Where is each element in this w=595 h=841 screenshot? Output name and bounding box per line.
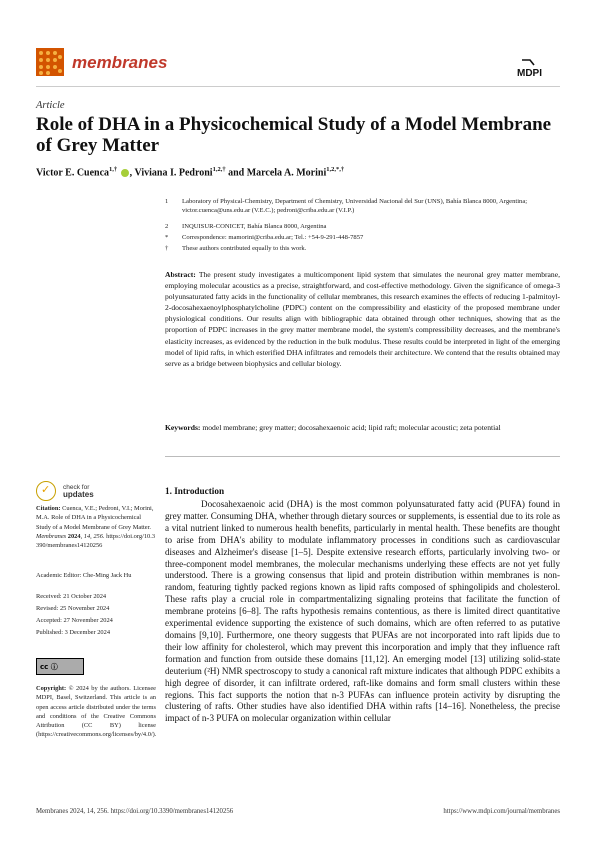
check-updates-button[interactable] bbox=[36, 481, 94, 501]
article-type: Article bbox=[36, 100, 65, 111]
cc-license-icon[interactable]: cc ⓘ bbox=[36, 658, 84, 675]
date-published: Published: 3 December 2024 bbox=[36, 629, 111, 636]
body-text bbox=[165, 499, 560, 725]
header-divider bbox=[36, 86, 560, 87]
date-received: Received: 21 October 2024 bbox=[36, 593, 107, 600]
intro-paragraph: Docosahexaenoic acid (DHA) is the most common polyunsaturated fatty acid (PUFA) found in grey matter. Consuming DHA, whether through dietary sources or supplements, is essential due to its role as a vital nutrient linked to numerous health benefits, particularly in mental health. These benefits are thought to arise from DHA's ability to modulate inflammatory processes in conditions such as cardiovascular diseases and Alzheimer's disease [1–5]. Despite extensive research efforts, particularly involving two- or three-component model membranes, the molecular mechanisms underlying these effects are not yet fully understood. There is a growing consensus that lipid and protein distribution within membranes is non-random, featuring tightly packed regions known as lipid rafts composed of sphingolipids and cholesterol. These rafts play a crucial role in compartmentalizing signaling proteins that facilitate the function of membrane proteins [6–8]. The rafts hypothesis remains contentious, as there is limited direct quantitative experimental evidence supporting the existence of such domains, which are often referred to as putative domains [9,10]. Furthermore, one theory suggests that PUFAs are not incorporated into raft lipids due to their low affinity for cholesterol, which may prevent this incorporation and imply that they influence raft formation and function from outside these domains [11,12]. An emerging model [13] utilizing solid-state deuterium (²H) NMR spectroscopy to study a canonical raft mixture indicates that although PDPC exhibits a high degree of disorder, it can infiltrate ordered, raft-like domains and form small clusters within these regions. This fact supports the notion that n-3 PUFAs can influence protein activity by disrupting the clustering of rafts. Other studies have also identified DHA within rafts [14–16]. Nonetheless, the precise impact of n-3 PUFA on molecular organization within cellular bbox=[165, 499, 560, 724]
abstract-divider bbox=[165, 456, 560, 457]
citation-block: Citation: Cuenca, V.E.; Pedroni, V.I.; Morini, M.A. Role of DHA in a Physicochemical Study of a Model Membrane of Grey Matter. Membranes 2024, 14, 256. https://doi.org/10.3390/membranes14120256 bbox=[36, 505, 156, 550]
keywords-label: Keywords: bbox=[165, 423, 201, 432]
footer-citation: Membranes 2024, 14, 256. https://doi.org/10.3390/membranes14120256 bbox=[36, 808, 234, 815]
author-name: Marcela A. Morini bbox=[246, 167, 327, 179]
page-footer bbox=[36, 808, 560, 815]
copyright-block: Copyright: © 2024 by the authors. Licensee MDPI, Basel, Switzerland. This article is an open access article distributed under the terms and conditions of the Creative Commons Attribution (CC BY) license (https://creativecommons.org/licenses/by/4.0/). bbox=[36, 685, 157, 739]
section-heading: 1. Introduction bbox=[165, 486, 225, 496]
citation-doi-link[interactable]: https://doi.org/10.3390/membranes14120256 bbox=[36, 532, 156, 550]
abstract-text: The present study investigates a multicomponent lipid system that simulates the neuronal grey matter membrane, employing molecular acoustics as a precise, straightforward, and cost-effective methodology. Given the significance of omega-3 polyunsaturated fatty acids in the functionality of cellular membranes, this research examines the effects of reducing 1-palmitoyl-2-docosahexaenoylphosphatylcholine (PDPC) content on the compressibility and elasticity of the proposed membrane under physiological conditions. Our results align with bibliographic data obtained through other techniques, showing that as the proportion of PDPC increases in the grey matter membrane model, the system's compressibility decreases, and the membrane's elasticity increases, as evidenced by the reduction in the bulk modulus. These results could be interpreted in light of the emerging model of lipid rafts, in which esterified DHA infiltrates and remodels their architecture. We contend that the results obtained may serve as a bridge between biophysics and cellular biology. bbox=[165, 270, 560, 368]
author-name: Viviana I. Pedroni bbox=[134, 167, 213, 179]
date-revised: Revised: 25 November 2024 bbox=[36, 605, 110, 612]
author-list: Victor E. Cuenca$^{1,\dagger}$ , Viviana I. Pedroni$^{1,2,\dagger}$ and Marcela A. Morini$^{1,2,*,\dagger}$ bbox=[36, 166, 345, 179]
date-accepted: Accepted: 27 November 2024 bbox=[36, 617, 113, 624]
academic-editor: Academic Editor: Che-Ming Jack Hu bbox=[36, 572, 132, 579]
authors-connector: and bbox=[228, 167, 245, 179]
affiliation-1: 1 Laboratory of Physical-Chemistry, Department of Chemistry, Universidad Nacional del Sur (UNS), Bahía Blanca 8000, Argentina; victor.cuenca@uns.edu.ar (V.E.C.); pedroni@criba.edu.ar (V.I.P.) bbox=[165, 198, 528, 214]
keywords-text: model membrane; grey matter; docosahexaenoic acid; lipid raft; molecular acoustic; zeta potential bbox=[202, 423, 501, 432]
author-sup: 1,2,† bbox=[212, 166, 226, 173]
author-sup: 1,2,*,† bbox=[326, 166, 345, 173]
footer-journal-link[interactable]: https://www.mdpi.com/journal/membranes bbox=[443, 808, 560, 815]
author-name: Victor E. Cuenca bbox=[36, 167, 110, 179]
updates-label: updates bbox=[63, 489, 94, 499]
abstract-label: Abstract: bbox=[165, 270, 196, 279]
affiliation-2: 2 INQUISUR-CONICET, Bahía Blanca 8000, Argentina bbox=[165, 223, 327, 230]
mdpi-logo-icon[interactable] bbox=[516, 58, 552, 78]
keywords bbox=[165, 422, 560, 433]
abstract bbox=[165, 269, 560, 369]
author-sup: 1,† bbox=[109, 166, 118, 173]
publisher-label: MDPI bbox=[517, 68, 542, 78]
correspondence: * Correspondence: mamorini@criba.edu.ar; Tel.: +54-9-291-448-7857 bbox=[165, 234, 364, 241]
equal-contribution-note: † These authors contributed equally to this work. bbox=[165, 245, 307, 252]
orcid-icon[interactable] bbox=[121, 169, 129, 177]
journal-name[interactable]: membranes bbox=[72, 53, 168, 72]
paper-title: Role of DHA in a Physicochemical Study of a Model Membrane of Grey Matter bbox=[36, 114, 552, 156]
check-for-label: check for bbox=[63, 483, 90, 491]
check-updates-icon bbox=[36, 481, 56, 501]
journal-logo-icon bbox=[36, 48, 64, 76]
